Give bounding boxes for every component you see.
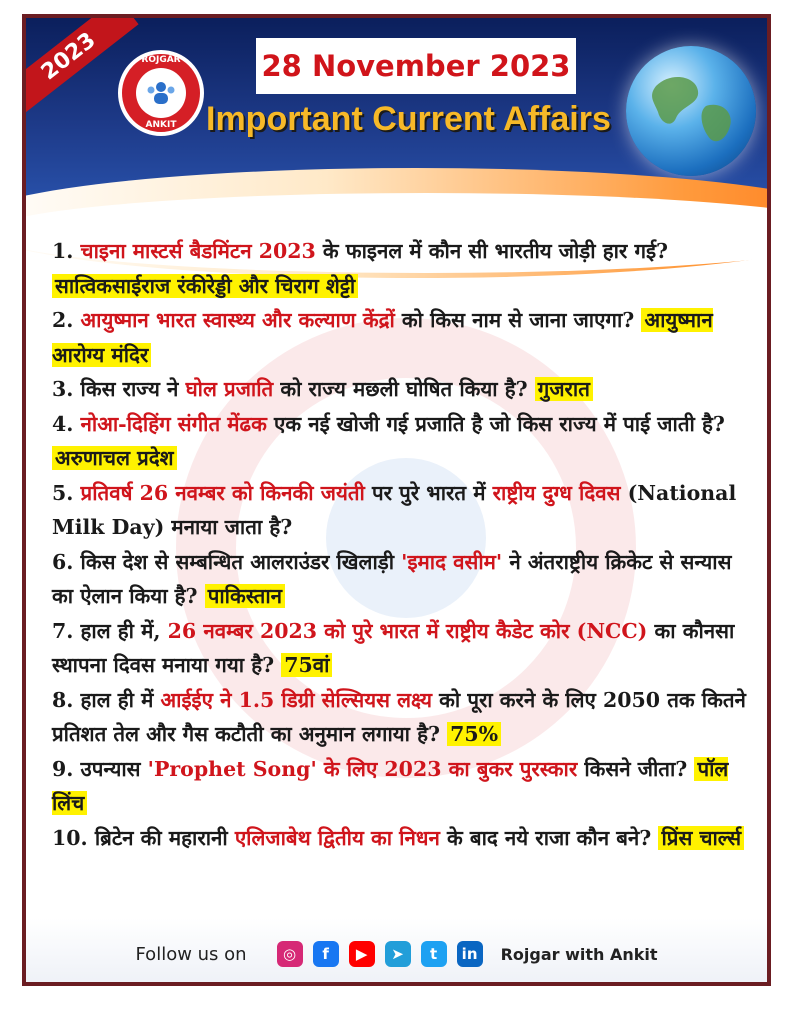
- question-text: पर पुरे भारत में: [364, 480, 493, 505]
- question-text: ने अंतराष्ट्रीय क्रिकेट से सन्यास का ऐलान किया है?: [52, 549, 732, 608]
- question-text: ब्रिटेन की महारानी: [94, 825, 235, 850]
- question-highlight: प्रतिवर्ष 26 नवम्बर को किनकी जयंती: [80, 480, 365, 505]
- question-text: को पूरा करने के लिए 2050 तक कितने प्रतिशत तेल और गैस कटौती का अनुमान लगाया है?: [52, 687, 746, 746]
- question-text: को राज्य मछली घोषित किया है?: [273, 377, 528, 401]
- answer-highlight: पॉल लिंच: [52, 756, 729, 815]
- question-item: [52, 372, 752, 407]
- answer-highlight: 75वां: [281, 653, 332, 677]
- question-item: [52, 821, 752, 856]
- question-item: [52, 614, 752, 683]
- question-number: 1.: [52, 239, 81, 263]
- question-highlight: एलिजाबेथ द्वितीय का निधन: [234, 825, 440, 850]
- facebook-icon[interactable]: f: [313, 941, 339, 967]
- answer-highlight: अरुणाचल प्रदेश: [52, 446, 177, 470]
- globe-icon: [626, 46, 756, 176]
- poster-frame: [22, 14, 771, 986]
- question-text: के बाद नये राजा कौन बने?: [439, 825, 652, 850]
- question-item: [52, 752, 752, 821]
- question-text: हाल ही में,: [80, 618, 168, 643]
- linkedin-icon[interactable]: in: [457, 941, 483, 967]
- question-text: (National Milk Day) मनाया जाता है?: [52, 480, 737, 539]
- question-highlight: 26 नवम्बर 2023 को पुरे भारत में राष्ट्रीय कैडेट कोर (NCC): [167, 618, 648, 643]
- rojgar-logo: [118, 50, 204, 136]
- follow-us-label: Follow us on: [135, 943, 247, 965]
- instagram-icon[interactable]: ◎: [277, 941, 303, 967]
- question-number: 4.: [52, 411, 81, 436]
- question-text: एक नई खोजी गई प्रजाति है जो किस राज्य में पाई जाती है?: [266, 411, 725, 436]
- telegram-icon[interactable]: ➤: [385, 941, 411, 967]
- question-highlight: 'इमाद वसीम': [401, 549, 503, 574]
- question-item: [52, 476, 752, 545]
- question-highlight: आईईए ने 1.5 डिग्री सेल्सियस लक्ष्य: [160, 687, 432, 712]
- page-title: Important Current Affairs: [206, 100, 611, 138]
- answer-highlight: पाकिस्तान: [205, 584, 285, 608]
- answer-highlight: प्रिंस चार्ल्स: [658, 826, 744, 850]
- answer-highlight: 75%: [447, 722, 501, 746]
- question-number: 9.: [52, 756, 81, 781]
- question-number: 7.: [52, 618, 81, 643]
- twitter-icon[interactable]: t: [421, 941, 447, 967]
- answer-highlight: सात्विकसाईराज रंकीरेड्डी और चिराग शेट्टी: [52, 274, 358, 298]
- question-highlight: नोआ-दिहिंग संगीत मेंढक: [80, 411, 267, 436]
- question-highlight: 'Prophet Song' के लिए 2023 का बुकर पुरस्कार: [147, 756, 578, 781]
- footer: [26, 926, 767, 982]
- question-item: [52, 407, 752, 476]
- question-text: हाल ही में: [80, 687, 161, 712]
- youtube-icon[interactable]: ▶: [349, 941, 375, 967]
- year-ribbon: 2023: [26, 18, 139, 117]
- question-item: [52, 683, 752, 752]
- question-item: [52, 234, 752, 303]
- brand-name: Rojgar with Ankit: [500, 944, 658, 964]
- question-text: किस देश से सम्बन्धित आलराउंडर खिलाड़ी: [80, 549, 402, 574]
- question-number: 2.: [52, 308, 81, 332]
- question-highlight: चाइना मास्टर्स बैडमिंटन 2023: [80, 239, 316, 263]
- question-text: के फाइनल में कौन सी भारतीय जोड़ी हार गई?: [315, 239, 669, 263]
- logo-text-top: ROJGAR: [141, 55, 181, 65]
- question-highlight: राष्ट्रीय दुग्ध दिवस: [492, 480, 621, 505]
- question-highlight: घोल प्रजाति: [185, 377, 274, 401]
- question-list: [52, 234, 752, 855]
- date-box: 28 November 2023: [256, 38, 576, 94]
- question-item: [52, 303, 752, 372]
- question-number: 10.: [52, 825, 95, 850]
- question-number: 8.: [52, 687, 81, 712]
- question-text: किस राज्य ने: [80, 377, 186, 401]
- people-icon: [146, 80, 176, 106]
- question-text: का कौनसा स्थापना दिवस मनाया गया है?: [52, 618, 735, 677]
- question-text: को किस नाम से जाना जाएगा?: [394, 308, 635, 332]
- question-text: किसने जीता?: [577, 756, 688, 781]
- question-text: उपन्यास: [80, 756, 148, 781]
- question-item: [52, 545, 752, 614]
- question-number: 6.: [52, 549, 81, 574]
- logo-text-bottom: ANKIT: [145, 120, 177, 130]
- answer-highlight: आयुष्मान आरोग्य मंदिर: [52, 308, 713, 367]
- answer-highlight: गुजरात: [535, 377, 593, 401]
- question-number: 5.: [52, 480, 81, 505]
- question-number: 3.: [52, 377, 81, 401]
- question-highlight: आयुष्मान भारत स्वास्थ्य और कल्याण केंद्रों: [80, 308, 395, 332]
